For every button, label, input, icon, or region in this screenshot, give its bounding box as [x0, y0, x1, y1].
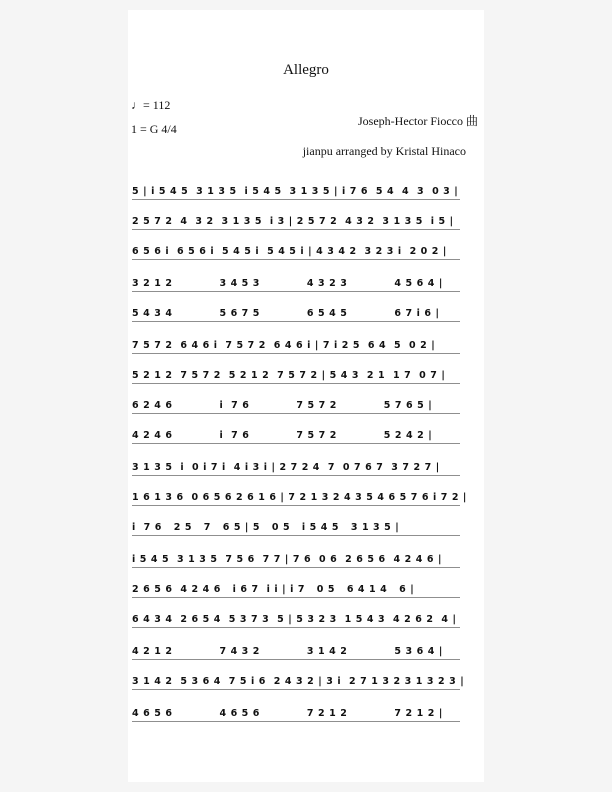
notation: 5 2 1 2 7 5 7 2 5 2 1 2 7 5 7 2 | 5 4 3 2 1 1 7 0 7 | [132, 370, 446, 381]
notation: 6 5 6 i 6 5 6 i 5 4 5 i 5 4 5 i | 4 3 4 2 3 2 3 i 2 0 2 | [132, 246, 447, 257]
beam-line [132, 291, 460, 292]
score-line [132, 584, 472, 598]
beam-line [132, 627, 460, 628]
notation: i 5 4 5 3 1 3 5 7 5 6 7 7 | 7 6 0 6 2 6 5 6 4 2 4 6 | [132, 554, 443, 565]
beam-line [132, 443, 460, 444]
beam-line [132, 535, 460, 536]
score-line [132, 246, 472, 260]
score-line [132, 708, 472, 722]
key-signature: 1 = G 4/4 [131, 122, 177, 136]
piece-title: Allegro [283, 62, 329, 78]
notation: i 7 6 2 5 7 6 5 | 5 0 5 i 5 4 5 3 1 3 5 | [132, 522, 400, 533]
tempo-marking: ♩= 112 [131, 98, 171, 112]
beam-line [132, 321, 460, 322]
score-line [132, 278, 472, 292]
score-line [132, 308, 472, 322]
beam-line [132, 475, 460, 476]
notation: 4 2 1 2 7 4 3 2 3 1 4 2 5 3 6 4 | [132, 646, 443, 657]
beam-line [132, 689, 460, 690]
composer-credit: Joseph-Hector Fiocco 曲 [358, 114, 478, 128]
notation: 6 4 3 4 2 6 5 4 5 3 7 3 5 | 5 3 2 3 1 5 4 3 4 2 6 2 4 | [132, 614, 457, 625]
score-line [132, 492, 472, 506]
score-line [132, 430, 472, 444]
notation: 1 6 1 3 6 0 6 5 6 2 6 1 6 | 7 2 1 3 2 4 3 5 4 6 5 7 6 i 7 2 | [132, 492, 468, 503]
beam-line [132, 353, 460, 354]
notation: 7 5 7 2 6 4 6 i 7 5 7 2 6 4 6 i | 7 i 2 5 6 4 5 0 2 | [132, 340, 436, 351]
score-line [132, 522, 472, 536]
score-line [132, 676, 472, 690]
beam-line [132, 567, 460, 568]
notation: 5 | i 5 4 5 3 1 3 5 i 5 4 5 3 1 3 5 | i 7 6 5 4 4 3 0 3 | [132, 186, 459, 197]
score-line [132, 370, 472, 384]
arranger-credit: jianpu arranged by Kristal Hinaco [302, 144, 466, 158]
beam-line [132, 199, 460, 200]
notation: 2 6 5 6 4 2 4 6 i 6 7 i i | i 7 0 5 6 4 1 4 6 | [132, 584, 415, 595]
score-line [132, 462, 472, 476]
beam-line [132, 597, 460, 598]
beam-line [132, 659, 460, 660]
score-page [128, 10, 484, 782]
score-line [132, 340, 472, 354]
notation: 5 4 3 4 5 6 7 5 6 5 4 5 6 7 i 6 | [132, 308, 440, 319]
score-line [132, 646, 472, 660]
notation: 3 1 3 5 i 0 i 7 i 4 i 3 i | 2 7 2 4 7 0 7 6 7 3 7 2 7 | [132, 462, 440, 473]
beam-line [132, 383, 460, 384]
score-line [132, 554, 472, 568]
beam-line [132, 229, 460, 230]
score-line [132, 186, 472, 200]
beam-line [132, 505, 460, 506]
notation: 2 5 7 2 4 3 2 3 1 3 5 i 3 | 2 5 7 2 4 3 2 3 1 3 5 i 5 | [132, 216, 454, 227]
beam-line [132, 413, 460, 414]
notation: 3 1 4 2 5 3 6 4 7 5 i 6 2 4 3 2 | 3 i 2 7 1 3 2 3 1 3 2 3 | [132, 676, 465, 687]
notation: 4 6 5 6 4 6 5 6 7 2 1 2 7 2 1 2 | [132, 708, 443, 719]
beam-line [132, 721, 460, 722]
notation: 6 2 4 6 i 7 6 7 5 7 2 5 7 6 5 | [132, 400, 433, 411]
score-line [132, 614, 472, 628]
notation: 4 2 4 6 i 7 6 7 5 7 2 5 2 4 2 | [132, 430, 433, 441]
beam-line [132, 259, 460, 260]
score-line [132, 216, 472, 230]
score-line [132, 400, 472, 414]
notation: 3 2 1 2 3 4 5 3 4 3 2 3 4 5 6 4 | [132, 278, 443, 289]
